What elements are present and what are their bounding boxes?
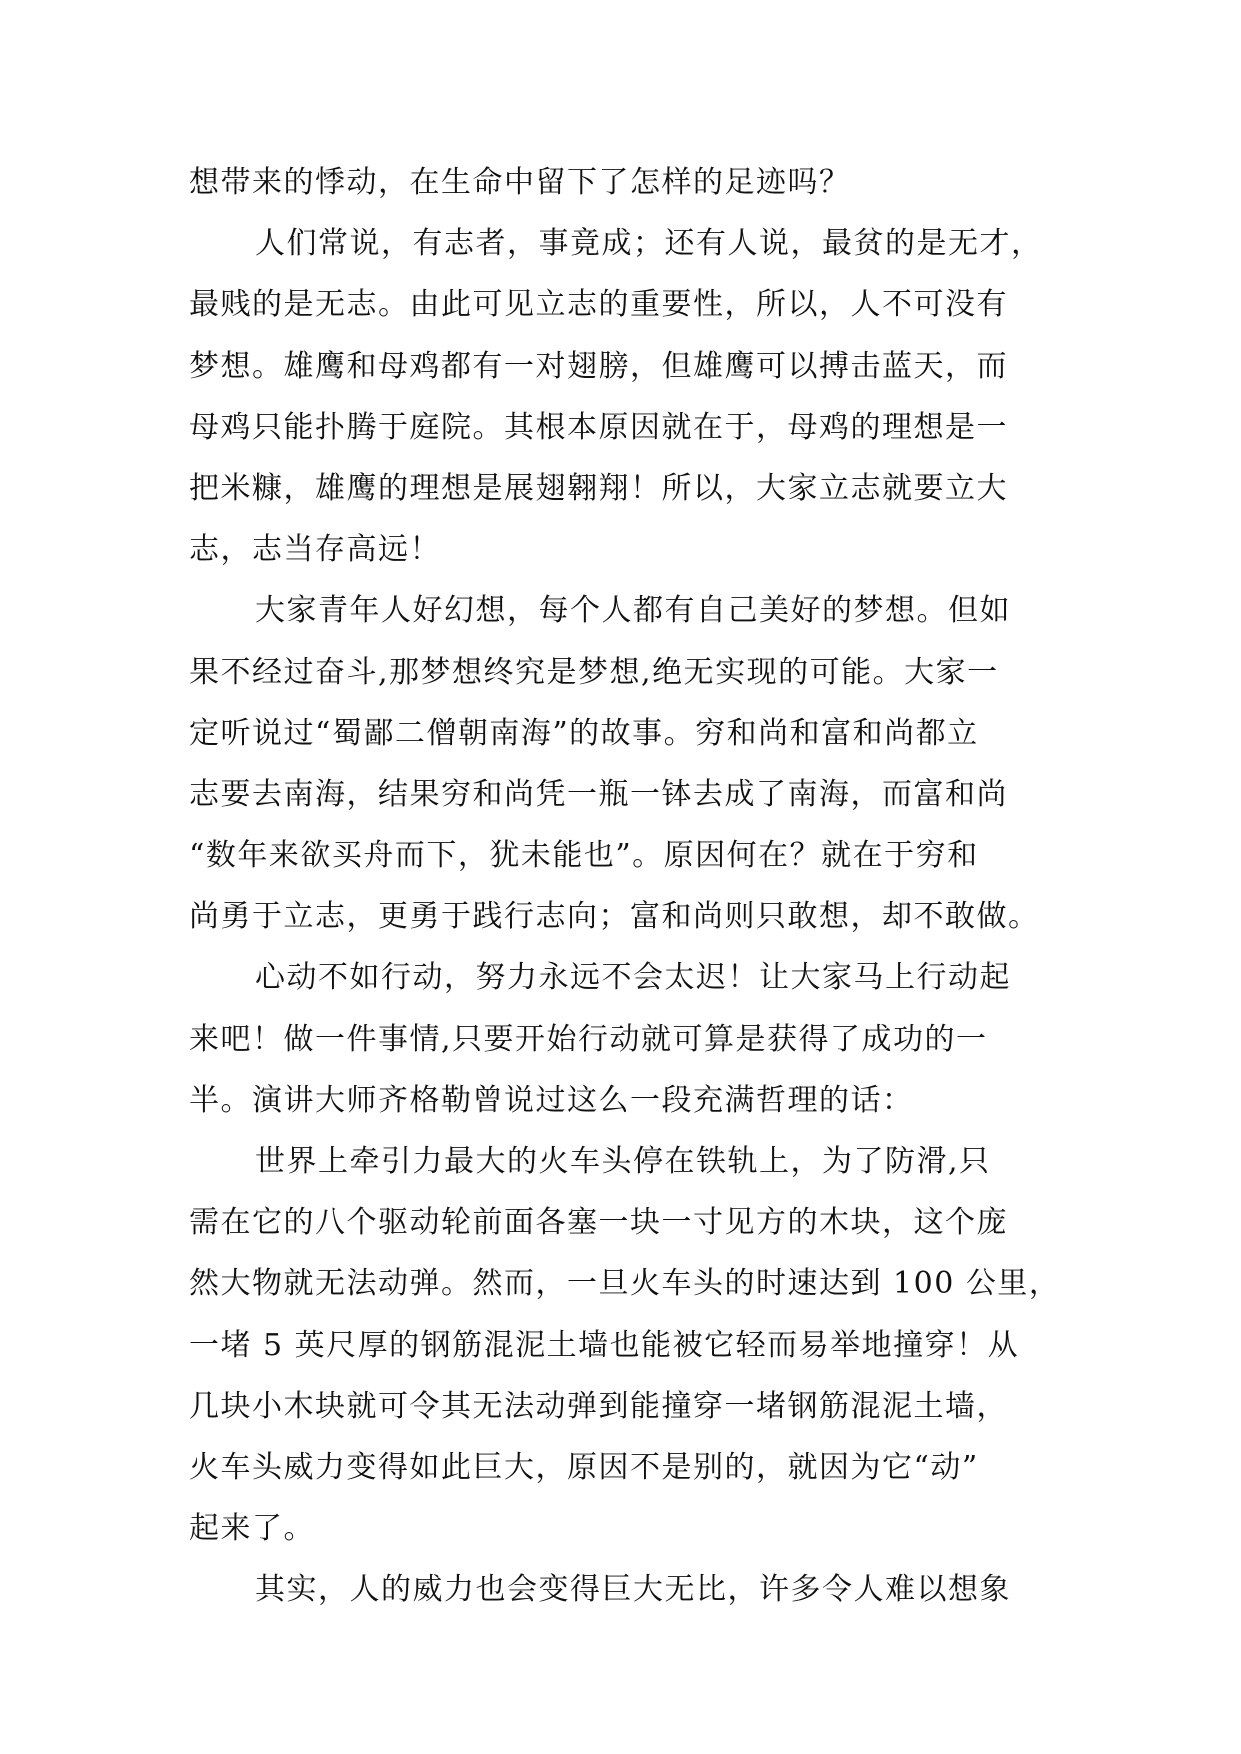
text-line: 最贱的是无志。由此可见立志的重要性，所以，人不可没有	[189, 287, 1008, 323]
text-line: 想带来的悸动，在生命中留下了怎样的足迹吗？	[189, 165, 851, 200]
text-line: 几块小木块就可令其无法动弹到能撞穿一堵钢筋混泥土墙，	[189, 1388, 1008, 1424]
text-line: 大家青年人好幻想，每个人都有自己美好的梦想。但如	[255, 593, 1011, 629]
body-text	[189, 152, 1089, 1621]
text-line: 火车头威力变得如此巨大，原因不是别的，就因为它“动”	[189, 1449, 979, 1485]
text-line: 半。演讲大师齐格勒曾说过这么一段充满哲理的话：	[189, 1082, 914, 1118]
text-line: 母鸡只能扑腾于庭院。其根本原因就在于，母鸡的理想是一	[189, 409, 1008, 445]
text-line: 一堵 5 英尺厚的钢筋混泥土墙也能被它轻而易举地撞穿！从	[189, 1327, 1020, 1363]
text-line: 心动不如行动，努力永远不会太迟！让大家马上行动起	[255, 960, 1011, 996]
text-line: 需在它的八个驱动轮前面各塞一块一寸见方的木块，这个庞	[189, 1205, 1008, 1241]
text-line: 把米糠，雄鹰的理想是展翅翱翔！所以，大家立志就要立大	[189, 470, 1008, 506]
text-line: 世界上牵引力最大的火车头停在铁轨上，为了防滑,只	[255, 1144, 991, 1179]
text-line: 然大物就无法动弹。然而，一旦火车头的时速达到 100 公里，	[189, 1266, 1061, 1302]
text-line: 定听说过“蜀鄙二僧朝南海”的故事。穷和尚和富和尚都立	[189, 715, 979, 751]
text-line: 人们常说，有志者，事竟成；还有人说，最贫的是无才，	[255, 226, 1043, 262]
text-line: 其实，人的威力也会变得巨大无比，许多令人难以想象	[255, 1572, 1011, 1608]
text-line: 来吧！做一件事情,只要开始行动就可算是获得了成功的一	[189, 1021, 988, 1057]
text-line: 志，志当存高远！	[189, 532, 441, 568]
text-line: “数年来欲买舟而下，犹未能也”。原因何在？就在于穷和	[189, 838, 979, 874]
text-line: 梦想。雄鹰和母鸡都有一对翅膀，但雄鹰可以搏击蓝天，而	[189, 348, 1008, 384]
text-line: 尚勇于立志，更勇于践行志向；富和尚则只敢想，却不敢做。	[189, 899, 1040, 935]
text-line: 起来了。	[189, 1511, 315, 1547]
text-line: 果不经过奋斗,那梦想终究是梦想,绝无实现的可能。大家一	[189, 654, 999, 690]
text-line: 志要去南海，结果穷和尚凭一瓶一钵去成了南海，而富和尚	[189, 776, 1008, 812]
